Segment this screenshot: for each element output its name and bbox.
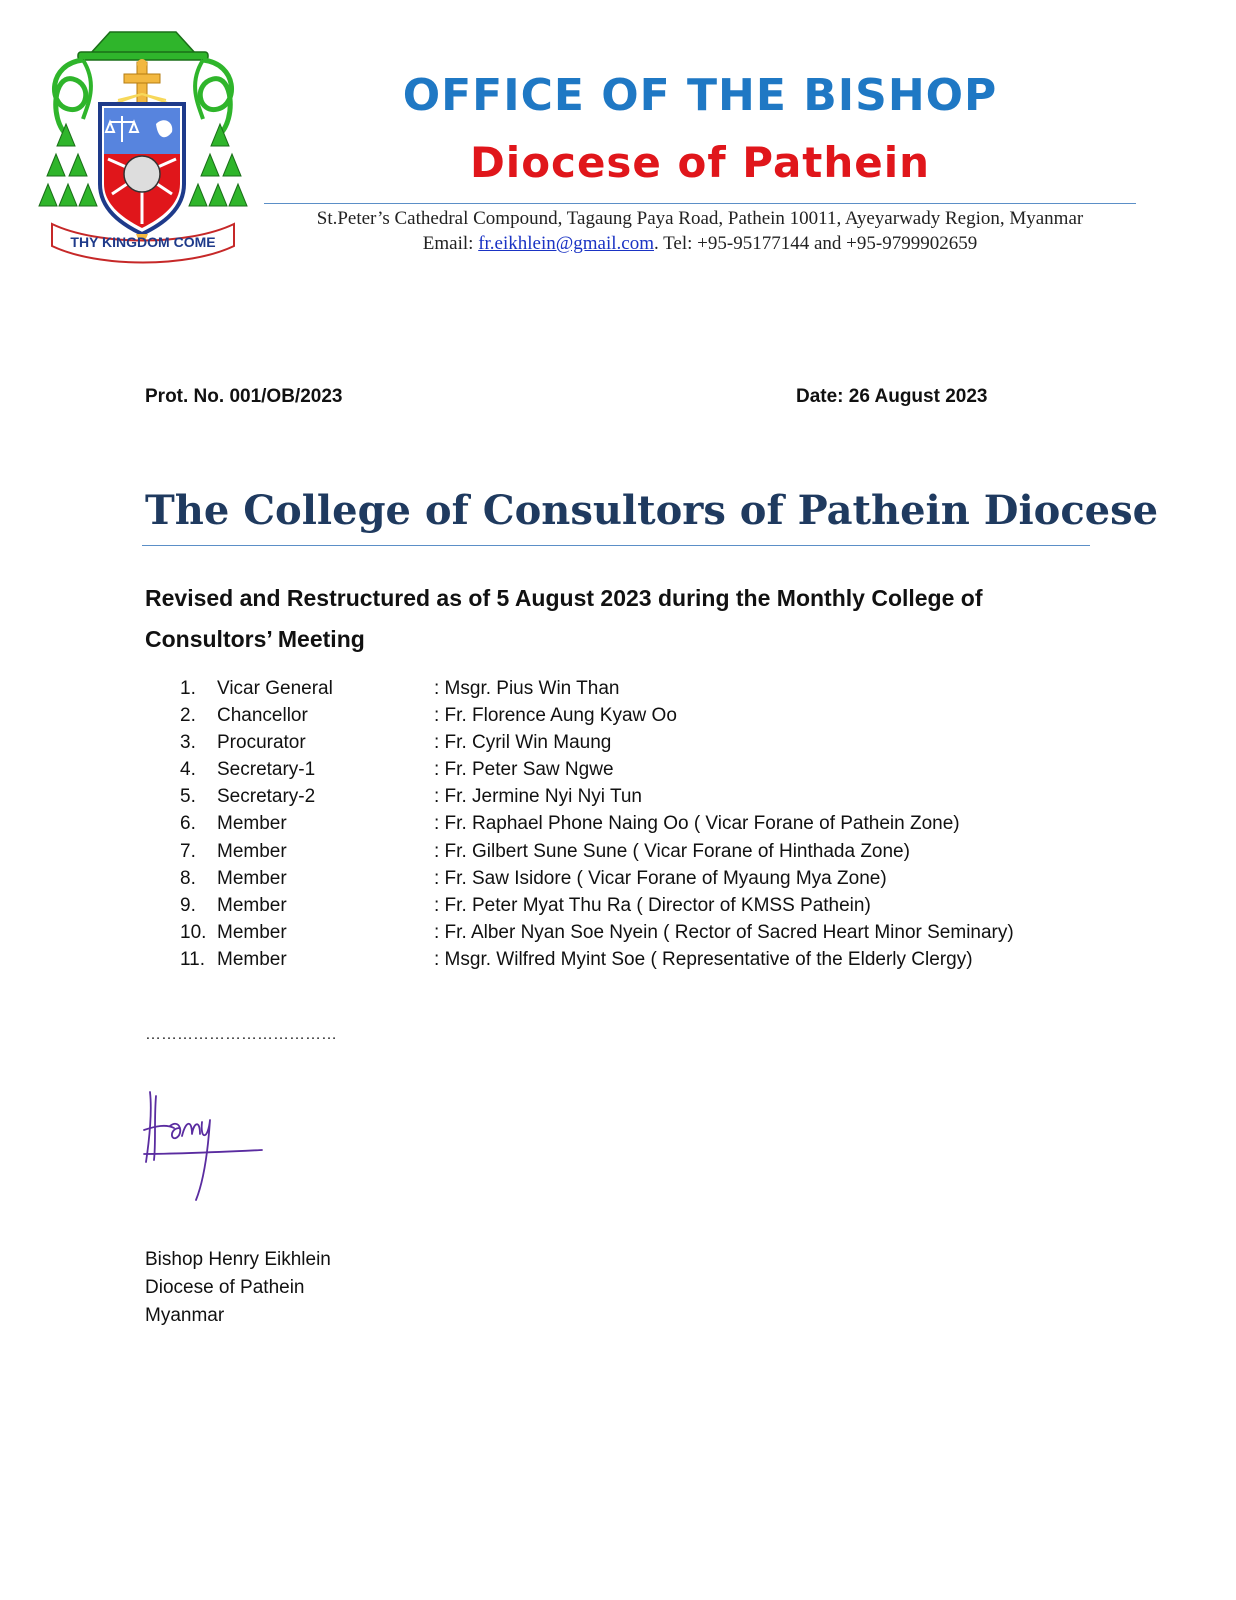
document-date: Date: 26 August 2023 (796, 386, 988, 407)
list-item (145, 786, 1125, 813)
protocol-number: Prot. No. 001/OB/2023 (145, 386, 343, 407)
item-name: : Fr. Florence Aung Kyaw Oo (434, 705, 677, 727)
signatory-diocese: Diocese of Pathein (145, 1277, 305, 1298)
title-divider (142, 545, 1090, 546)
list-item (145, 705, 1125, 732)
item-name: : Fr. Peter Myat Thu Ra ( Director of KMSS Pathein) (434, 894, 871, 916)
item-number: 5. (180, 786, 196, 808)
coat-of-arms-logo (38, 24, 248, 274)
office-title: OFFICE OF THE BISHOP (402, 70, 998, 121)
signature-dotted-line: ……………………………… (145, 1026, 337, 1043)
list-item (145, 922, 1125, 949)
item-number: 8. (180, 867, 196, 889)
item-role: Member (217, 867, 287, 889)
item-name: : Fr. Raphael Phone Naing Oo ( Vicar Forane of Pathein Zone) (434, 813, 960, 835)
motto-text: THY KINGDOM COME (70, 234, 216, 250)
phone-text: . Tel: +95-95177144 and +95-9799902659 (654, 233, 978, 254)
address-line: St.Peter’s Cathedral Compound, Tagaung Paya Road, Pathein 10011, Ayeyarwady Region, Myanmar (316, 208, 1084, 229)
item-number: 1. (180, 678, 196, 699)
item-name: : Fr. Peter Saw Ngwe (434, 759, 614, 781)
list-item (145, 949, 1125, 976)
item-name: : Fr. Alber Nyan Soe Nyein ( Rector of Sacred Heart Minor Seminary) (434, 921, 1014, 943)
item-role: Member (217, 894, 287, 916)
item-number: 7. (180, 840, 196, 862)
item-role: Vicar General (217, 678, 333, 699)
item-number: 6. (180, 813, 196, 835)
item-role: Secretary-2 (217, 786, 316, 808)
signatory-country: Myanmar (145, 1305, 225, 1326)
document-title: The College of Consultors of Pathein Diocese (145, 487, 1159, 534)
item-name: : Fr. Cyril Win Maung (434, 732, 612, 754)
item-name: : Fr. Gilbert Sune Sune ( Vicar Forane of Hinthada Zone) (434, 840, 910, 862)
item-name: : Msgr. Pius Win Than (434, 678, 620, 699)
document-subtitle: Revised and Restructured as of 5 August 2023 during the Monthly College of Consultors’ Meeting (145, 585, 983, 652)
list-item (145, 732, 1125, 759)
item-number: 2. (180, 705, 196, 727)
signatory-block (145, 1246, 331, 1330)
item-role: Member (217, 948, 287, 970)
diocese-title: Diocese of Pathein (469, 138, 931, 187)
email-link[interactable]: fr.eikhlein@gmail.com (478, 233, 654, 254)
members-list (145, 678, 1125, 976)
item-number: 3. (180, 732, 196, 754)
item-role: Secretary-1 (217, 759, 316, 781)
list-item (145, 678, 1125, 705)
list-item (145, 759, 1125, 786)
item-number: 10. (180, 921, 207, 943)
email-label: Email: (422, 233, 479, 254)
item-role: Procurator (217, 732, 306, 754)
item-role: Member (217, 840, 287, 862)
list-item (145, 813, 1125, 840)
item-number: 9. (180, 894, 196, 916)
list-item (145, 895, 1125, 922)
item-role: Member (217, 921, 287, 943)
list-item (145, 868, 1125, 895)
item-number: 11. (180, 948, 206, 970)
header-divider (264, 203, 1136, 204)
item-name: : Fr. Jermine Nyi Nyi Tun (434, 786, 642, 808)
item-name: : Fr. Saw Isidore ( Vicar Forane of Myaung Mya Zone) (434, 867, 887, 889)
item-number: 4. (180, 759, 196, 781)
item-role: Chancellor (217, 705, 308, 727)
signatory-name: Bishop Henry Eikhlein (145, 1249, 331, 1270)
item-role: Member (217, 813, 287, 835)
item-name: : Msgr. Wilfred Myint Soe ( Representative of the Elderly Clergy) (434, 948, 973, 970)
list-item (145, 841, 1125, 868)
handwritten-signature (140, 1090, 280, 1215)
contact-line (264, 233, 1136, 255)
